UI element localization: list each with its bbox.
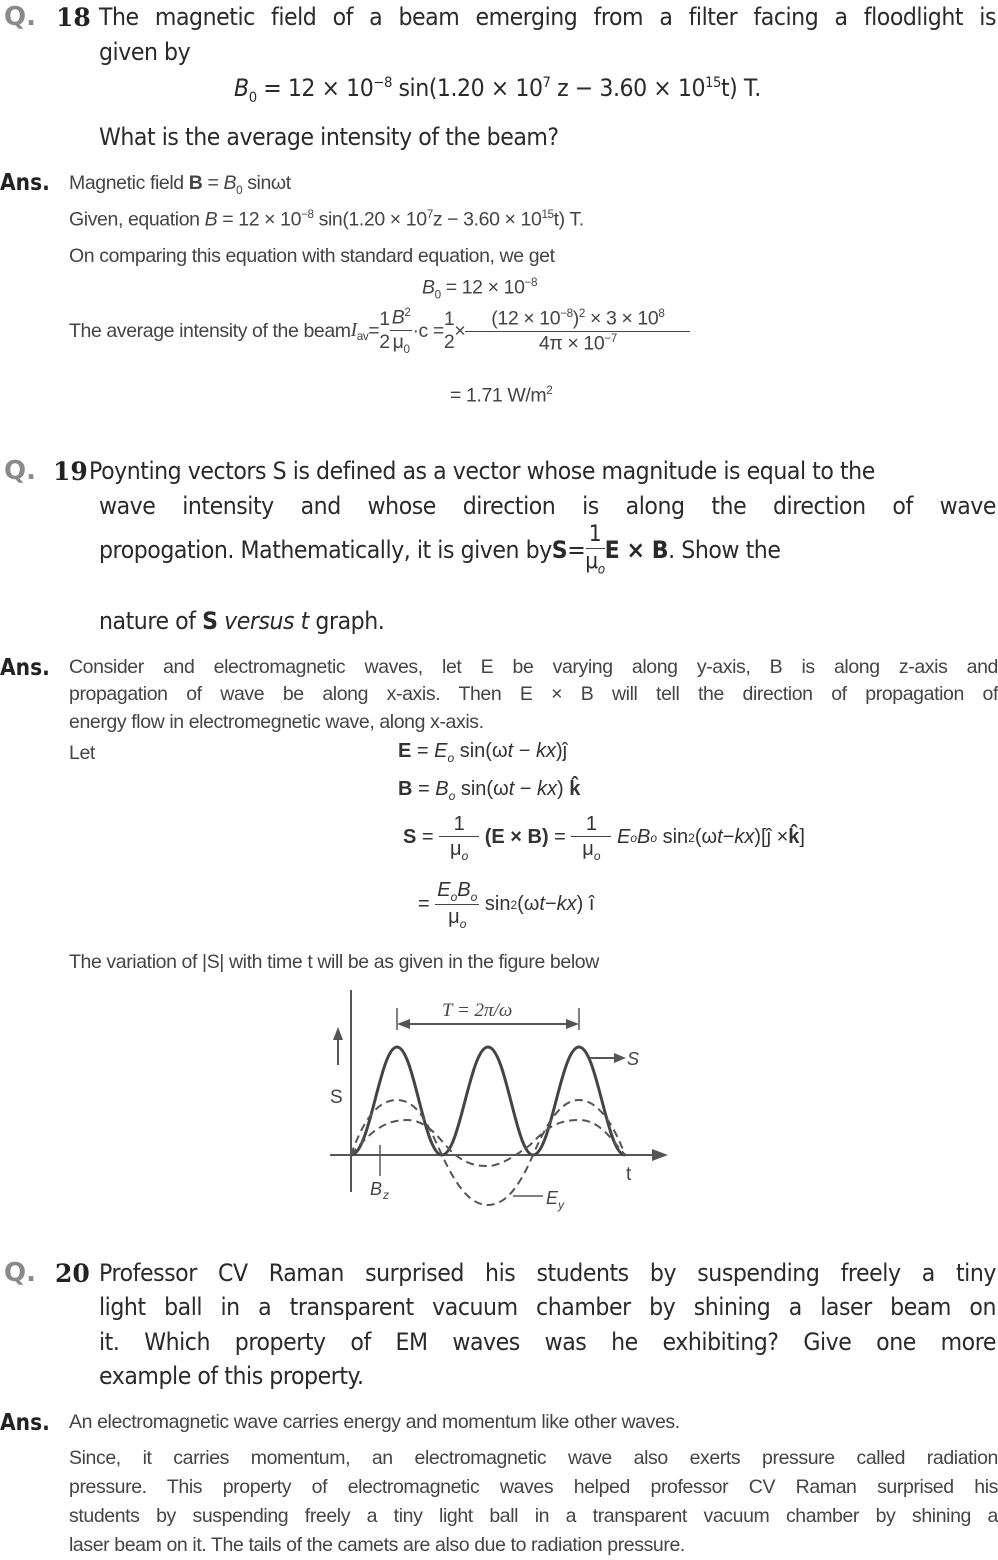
x-axis-arrow-icon	[652, 1149, 668, 1161]
equation-B: $B = B_o$ sin(ωt − kx) k̂	[398, 778, 581, 803]
answer-equation-intensity: The average intensity of the beam I $_{av}$ = 1 2 $\frac{B^2}{\mu_0}$ ·c = 1 2 × $\frac{(12 \times 10^{-8})^2 \times 3 \times 10^8}{4\pi \times 10^{-7}}$	[69, 306, 690, 357]
answer-line: Since, it carries momentum, an electromagnetic wave also exerts pressure called radiation	[69, 1447, 998, 1469]
answer-line: laser beam on it. The tails of the camets are also due to radiation pressure.	[69, 1534, 685, 1556]
answer-result: = 1.71 $W/m^2$	[450, 384, 553, 407]
answer-label: Ans.	[0, 655, 50, 681]
answer-line: Given, equation $B = 12 \times 10^{-8}$ $\sin(1.20 \times 10^7z - 3.60 \times 10^{15}t)$ T.	[69, 208, 584, 231]
question-text-line: propogation. Mathematically, it is given by S = $\frac{1}{\mu_o}$ E × B . Show the	[99, 522, 781, 578]
question-text-line: Professor CV Raman surprised his students by suspending freely a tiny	[99, 1259, 996, 1287]
question-marker-icon: Q.	[4, 2, 36, 32]
question-text-line: nature of S versus t graph.	[99, 607, 385, 635]
svg-text:B: B	[370, 1179, 383, 1199]
question-text-line: example of this property.	[99, 1362, 364, 1390]
svg-text:T = 2π/ω: T = 2π/ω	[442, 1000, 513, 1021]
answer-line: Let	[69, 742, 95, 764]
answer-line: energy flow in electromegnetic wave, along x-axis.	[69, 711, 484, 733]
answer-line: On comparing this equation with standard equation, we get	[69, 245, 555, 267]
svg-text:S: S	[330, 1087, 343, 1108]
up-arrow-icon	[333, 1027, 343, 1040]
question-marker-icon: Q.	[4, 456, 36, 486]
answer-line: Consider and electromagnetic waves, let E be varying along y-axis, B is along z-axis and	[69, 656, 998, 678]
question-text-line: The magnetic field of a beam emerging from a filter facing a floodlight is	[99, 3, 996, 31]
answer-label: Ans.	[0, 1410, 50, 1436]
equation-E: $E = E_o$ sin(ωt − kx)ĵ	[398, 740, 568, 765]
question-text-line: What is the average intensity of the beam?	[99, 123, 559, 151]
svg-text:t: t	[626, 1164, 632, 1185]
svg-text:y: y	[558, 1198, 564, 1212]
question-text-line: wave intensity and whose direction is along the direction of wave	[99, 492, 996, 520]
s-versus-t-figure	[300, 980, 700, 1220]
question-text-line: light ball in a transparent vacuum chamber by shining a laser beam on	[99, 1293, 996, 1321]
question-text-line: given by	[99, 38, 191, 66]
answer-line: The variation of |S| with time t will be as given in the figure below	[69, 951, 599, 973]
svg-text:S: S	[627, 1049, 640, 1069]
curve-ey	[351, 1100, 625, 1205]
answer-line: propagation of wave be along x-axis. Then E × B will tell the direction of propagation of	[69, 683, 998, 705]
question-text-line: it. Which property of EM waves was he exhibiting? Give one more	[99, 1328, 996, 1356]
equation-S: S = $\frac{1}{\mu_o}$ (E × B) = $\frac{1}{\mu_o}$ E o B o sin 2 (ω t − kx )[ĵ × k̂ ]	[403, 813, 805, 863]
answer-label: Ans.	[0, 170, 50, 196]
question-number: 18	[56, 3, 91, 32]
question-equation: $B_0 = 12 \times 10^{-8}$ $\sin(1.20 \times 10^7$ $z - 3.60 \times 10^{15}t$) T.	[234, 74, 761, 106]
answer-equation: $B_0 = 12 \times 10^{-8}$	[422, 276, 538, 302]
question-number: 20	[55, 1259, 90, 1288]
curve-bz	[351, 1120, 625, 1166]
question-marker-icon: Q.	[4, 1258, 36, 1288]
answer-line: students by suspending freely a tiny light ball in a transparent vacuum chamber by shining a	[69, 1505, 998, 1527]
answer-line: pressure. This property of electromagnetic waves helped professor CV Raman surprised his	[69, 1476, 998, 1498]
svg-text:z: z	[383, 1188, 389, 1202]
answer-line: Magnetic field $B = B_0$ sinωt	[69, 172, 291, 197]
question-number: 19	[53, 457, 88, 486]
answer-line: An electromagnetic wave carries energy and momentum like other waves.	[69, 1411, 680, 1433]
question-text-line: Poynting vectors S is defined as a vector whose magnitude is equal to the	[89, 457, 875, 485]
svg-text:E: E	[546, 1188, 559, 1208]
equation-S2: = $\frac{E_oB_o}{\mu_o}$ sin 2 (ω t − kx ) î	[418, 879, 595, 932]
